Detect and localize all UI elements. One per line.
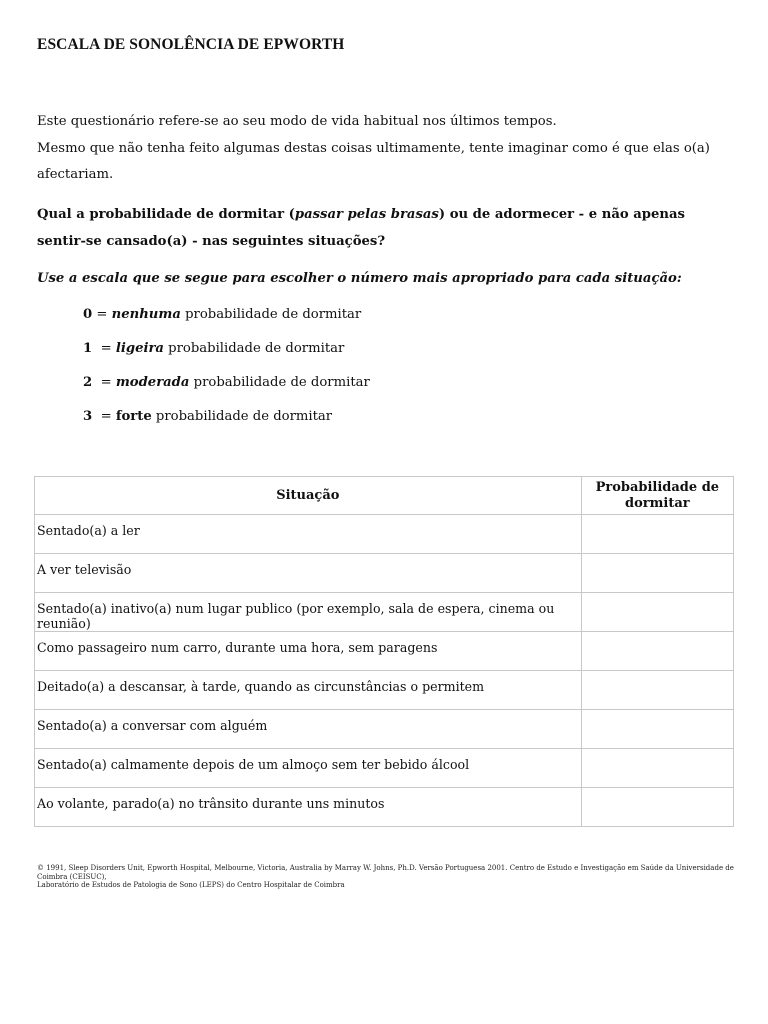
question-before: Qual a probabilidade de dormitar ( (37, 207, 295, 222)
scale-rest: probabilidade de dormitar (163, 341, 345, 356)
table-row (35, 593, 734, 632)
scale-rest: probabilidade de dormitar (151, 409, 333, 424)
probability-answer-cell[interactable] (581, 632, 733, 671)
footer-line-1: © 1991, Sleep Disorders Unit, Epworth Hospital, Melbourne, Victoria, Australia by Marray W. Johns, Ph.D. Versão Portuguesa 2001. Centro de Estudo e Investigação em Saúde da Universidade de Coimbra (CEISUC), (37, 864, 734, 881)
table-row (35, 749, 734, 788)
question-text (37, 202, 737, 255)
question-italic: passar pelas brasas (294, 207, 439, 222)
probability-answer-cell[interactable] (581, 710, 733, 749)
header-probability: Probabilidade de dormitar (581, 477, 733, 515)
header-situation: Situação (35, 477, 582, 515)
situation-cell: A ver televisão (35, 554, 582, 593)
scale-rest: probabilidade de dormitar (189, 375, 370, 390)
scale-item-3 (83, 409, 332, 424)
instruction-text: Use a escala que se segue para escolher o número mais apropriado para cada situação: (37, 271, 682, 286)
probability-answer-cell[interactable] (581, 788, 733, 827)
probability-answer-cell[interactable] (581, 671, 733, 710)
scale-level: forte (115, 409, 152, 424)
scale-number: 0 (83, 307, 93, 322)
intro-line-2: Mesmo que não tenha feito algumas destas coisas ultimamente, tente imaginar como é que elas o(a) afectariam. (37, 140, 710, 182)
question-after: ) ou de adormecer - e não apenas sentir-se cansado(a) - nas seguintes situações? (37, 207, 685, 249)
scale-item-0 (83, 307, 361, 322)
scale-level: ligeira (115, 341, 164, 356)
probability-answer-cell[interactable] (581, 749, 733, 788)
situation-cell: Como passageiro num carro, durante uma hora, sem paragens (35, 632, 582, 671)
scale-level: moderada (115, 375, 190, 390)
table-row (35, 515, 734, 554)
situation-cell: Sentado(a) a ler (35, 515, 582, 554)
intro-text (37, 109, 737, 189)
probability-answer-cell[interactable] (581, 593, 733, 632)
table-row (35, 554, 734, 593)
situation-cell: Sentado(a) a conversar com alguém (35, 710, 582, 749)
footer-line-2: Laboratório de Estudos de Patologia de Sono (LEPS) do Centro Hospitalar de Coimbra (37, 881, 345, 889)
scale-rest: probabilidade de dormitar (180, 307, 362, 322)
situation-cell: Ao volante, parado(a) no trânsito durante uns minutos (35, 788, 582, 827)
situation-cell: Deitado(a) a descansar, à tarde, quando as circunstâncias o permitem (35, 671, 582, 710)
table-header-row (35, 477, 734, 515)
situations-table (34, 476, 734, 827)
table-row (35, 788, 734, 827)
copyright-footer (37, 864, 737, 890)
scale-number: 2 (83, 375, 93, 390)
scale-sep: = (92, 307, 112, 322)
probability-answer-cell[interactable] (581, 515, 733, 554)
situation-cell: Sentado(a) inativo(a) num lugar publico (por exemplo, sala de espera, cinema ou reunião) (35, 593, 582, 632)
scale-sep: = (92, 409, 116, 424)
scale-sep: = (92, 341, 116, 356)
scale-number: 1 (83, 341, 93, 356)
table-row (35, 632, 734, 671)
table-row (35, 710, 734, 749)
scale-item-1 (83, 341, 344, 356)
page-title: ESCALA DE SONOLÊNCIA DE EPWORTH (37, 36, 345, 53)
scale-sep: = (92, 375, 116, 390)
intro-line-1: Este questionário refere-se ao seu modo de vida habitual nos últimos tempos. (37, 114, 557, 129)
situation-cell: Sentado(a) calmamente depois de um almoço sem ter bebido álcool (35, 749, 582, 788)
scale-level: nenhuma (111, 307, 181, 322)
probability-answer-cell[interactable] (581, 554, 733, 593)
scale-item-2 (83, 375, 370, 390)
scale-number: 3 (83, 409, 93, 424)
table-row (35, 671, 734, 710)
